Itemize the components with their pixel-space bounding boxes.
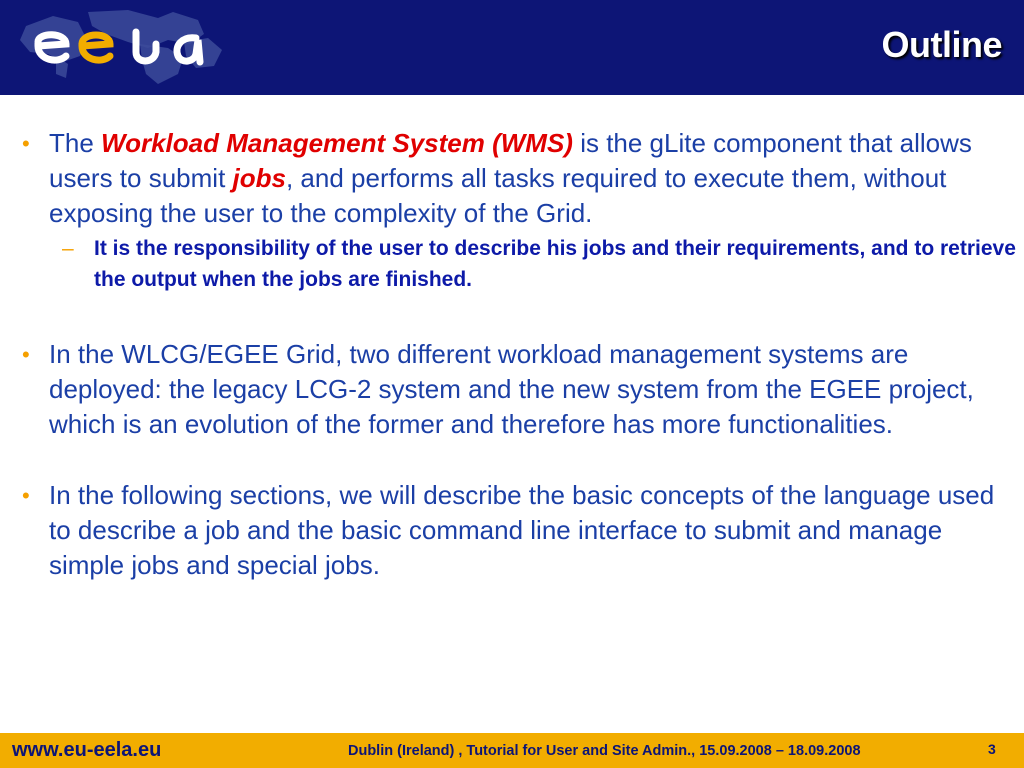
slide-footer bbox=[0, 733, 1024, 768]
footer-event-text: Dublin (Ireland) , Tutorial for User and Site Admin., 15.09.2008 – 18.09.2008 bbox=[348, 743, 861, 759]
sub-bullet-text: It is the responsibility of the user to describe his jobs and their requirements, and to retrieve the output when the jobs are finished. bbox=[94, 237, 1016, 291]
bullet-item-sections bbox=[22, 478, 1017, 583]
eela-logo bbox=[8, 4, 230, 90]
wms-emphasis: Workload Management System (WMS) bbox=[101, 128, 573, 158]
bullet-text: The bbox=[49, 128, 102, 158]
slide-title: Outline bbox=[881, 24, 1002, 65]
sub-bullet-marker: – bbox=[62, 237, 74, 260]
bullet-item-wlcg bbox=[22, 337, 1017, 442]
bullet-marker: • bbox=[22, 342, 30, 367]
bullet-text: In the WLCG/EGEE Grid, two different workload management systems are deployed: the legacy LCG-2 system and the new system from the EGEE project, which is an evolution of the former and therefore has more functionalities. bbox=[49, 339, 974, 439]
bullet-text: In the following sections, we will describe the basic concepts of the language used to describe a job and the basic command line interface to submit and manage simple jobs and special jobs. bbox=[49, 480, 995, 580]
bullet-text: , and performs all tasks required to execute them, without exposing the user to the complexity of the Grid. bbox=[49, 163, 947, 228]
bullet-text: is the gLite component that allows users to submit bbox=[49, 128, 972, 193]
bullet-marker: • bbox=[22, 483, 30, 508]
sub-bullet-responsibility bbox=[22, 233, 1017, 295]
bullet-marker: • bbox=[22, 131, 30, 156]
slide-content bbox=[22, 126, 1017, 583]
jobs-emphasis: jobs bbox=[232, 163, 286, 193]
bullet-item-wms bbox=[22, 126, 1017, 231]
slide-header bbox=[0, 0, 1024, 95]
footer-url: www.eu-eela.eu bbox=[12, 739, 162, 761]
page-number: 3 bbox=[988, 741, 996, 757]
